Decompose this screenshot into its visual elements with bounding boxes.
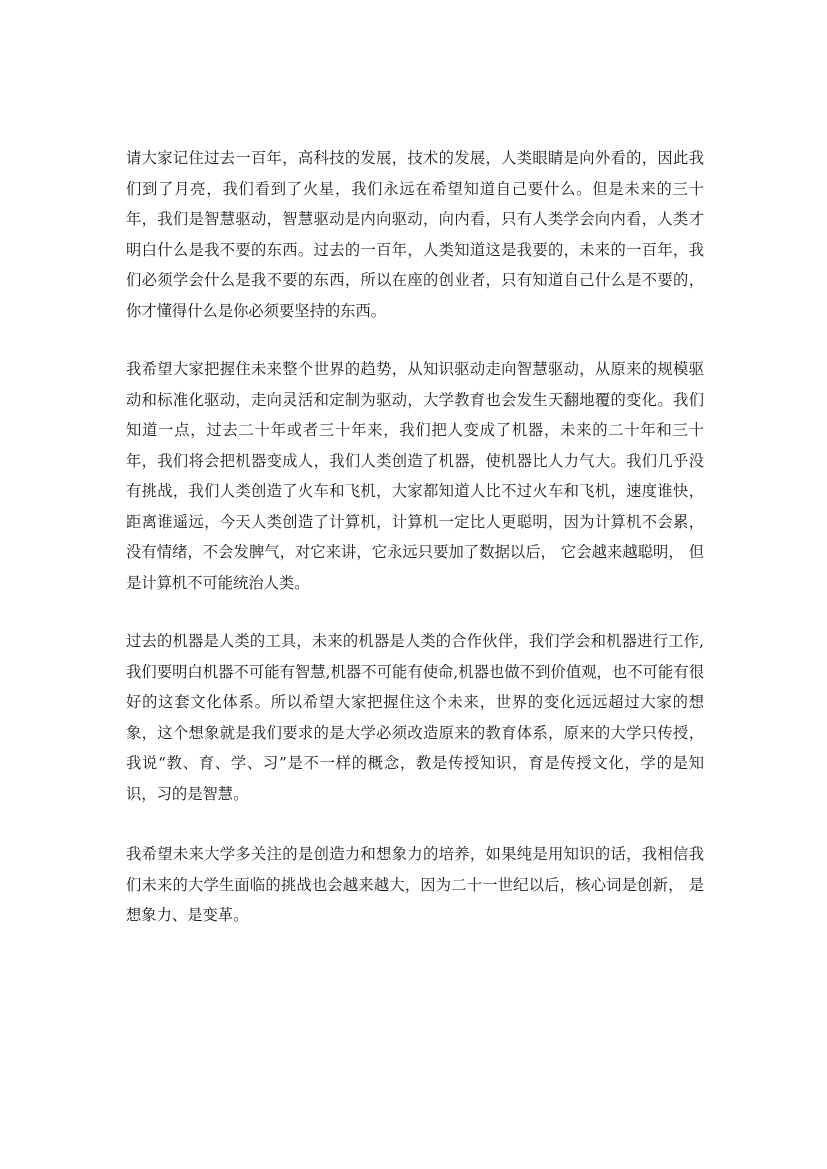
paragraph-1: 请大家记住过去一百年，高科技的发展，技术的发展，人类眼睛是向外看的，因此我们到了月亮，我们看到了火星，我们永远在希望知道自己要什么。但是未来的三十年，我们是智慧驱动，智慧驱动是内向驱动，向内看，只有人类学会向内看，人类才明白什么是我不要的东西。过去的一百年，人类知道这是我要的，未来的一百年，我们必须学会什么是我不要的东西，所以在座的创业者，只有知道自己什么是不要的， 你才懂得什么是你必须要坚持的东西。 — [126, 149, 704, 320]
paragraph-3: 过去的机器是人类的工具，未来的机器是人类的合作伙伴，我们学会和机器进行工作,我们要明白机器不可能有智慧,机器不可能有使命,机器也做不到价值观，也不可能有很好的这套文化体系。所以希望大家把握住这个未来，世界的变化远远超过大家的想象，这个想象就是我们要求的是大学必须改造原来的教育体系，原来的大学只传授，我说“教、育、学、习”是不一样的概念，教是传授知识，育是传授文化，学的是知识，习的是智慧。 — [126, 632, 704, 803]
paragraph-2: 我希望大家把握住未来整个世界的趋势，从知识驱动走向智慧驱动，从原来的规模驱动和标准化驱动，走向灵活和定制为驱动，大学教育也会发生天翻地覆的变化。我们知道一点，过去二十年或者三十年来，我们把人变成了机器，未来的二十年和三十年，我们将会把机器变成人，我们人类创造了机器，使机器比人力气大。我们几乎没有挑战，我们人类创造了火车和飞机，大家都知道人比不过火车和飞机，速度谁快，距离谁遥远，今天人类创造了计算机，计算机一定比人更聪明，因为计算机不会累，没有情绪，不会发脾气，对它来讲，它永远只要加了数据以后， 它会越来越聪明， 但是计算机不可能统治人类。 — [126, 360, 704, 592]
paragraph-4: 我希望未来大学多关注的是创造力和想象力的培养，如果纯是用知识的话，我相信我们未来的大学生面临的挑战也会越来越大，因为二十一世纪以后，核心词是创新， 是想象力、是变革。 — [126, 845, 704, 924]
document-body — [126, 143, 704, 931]
